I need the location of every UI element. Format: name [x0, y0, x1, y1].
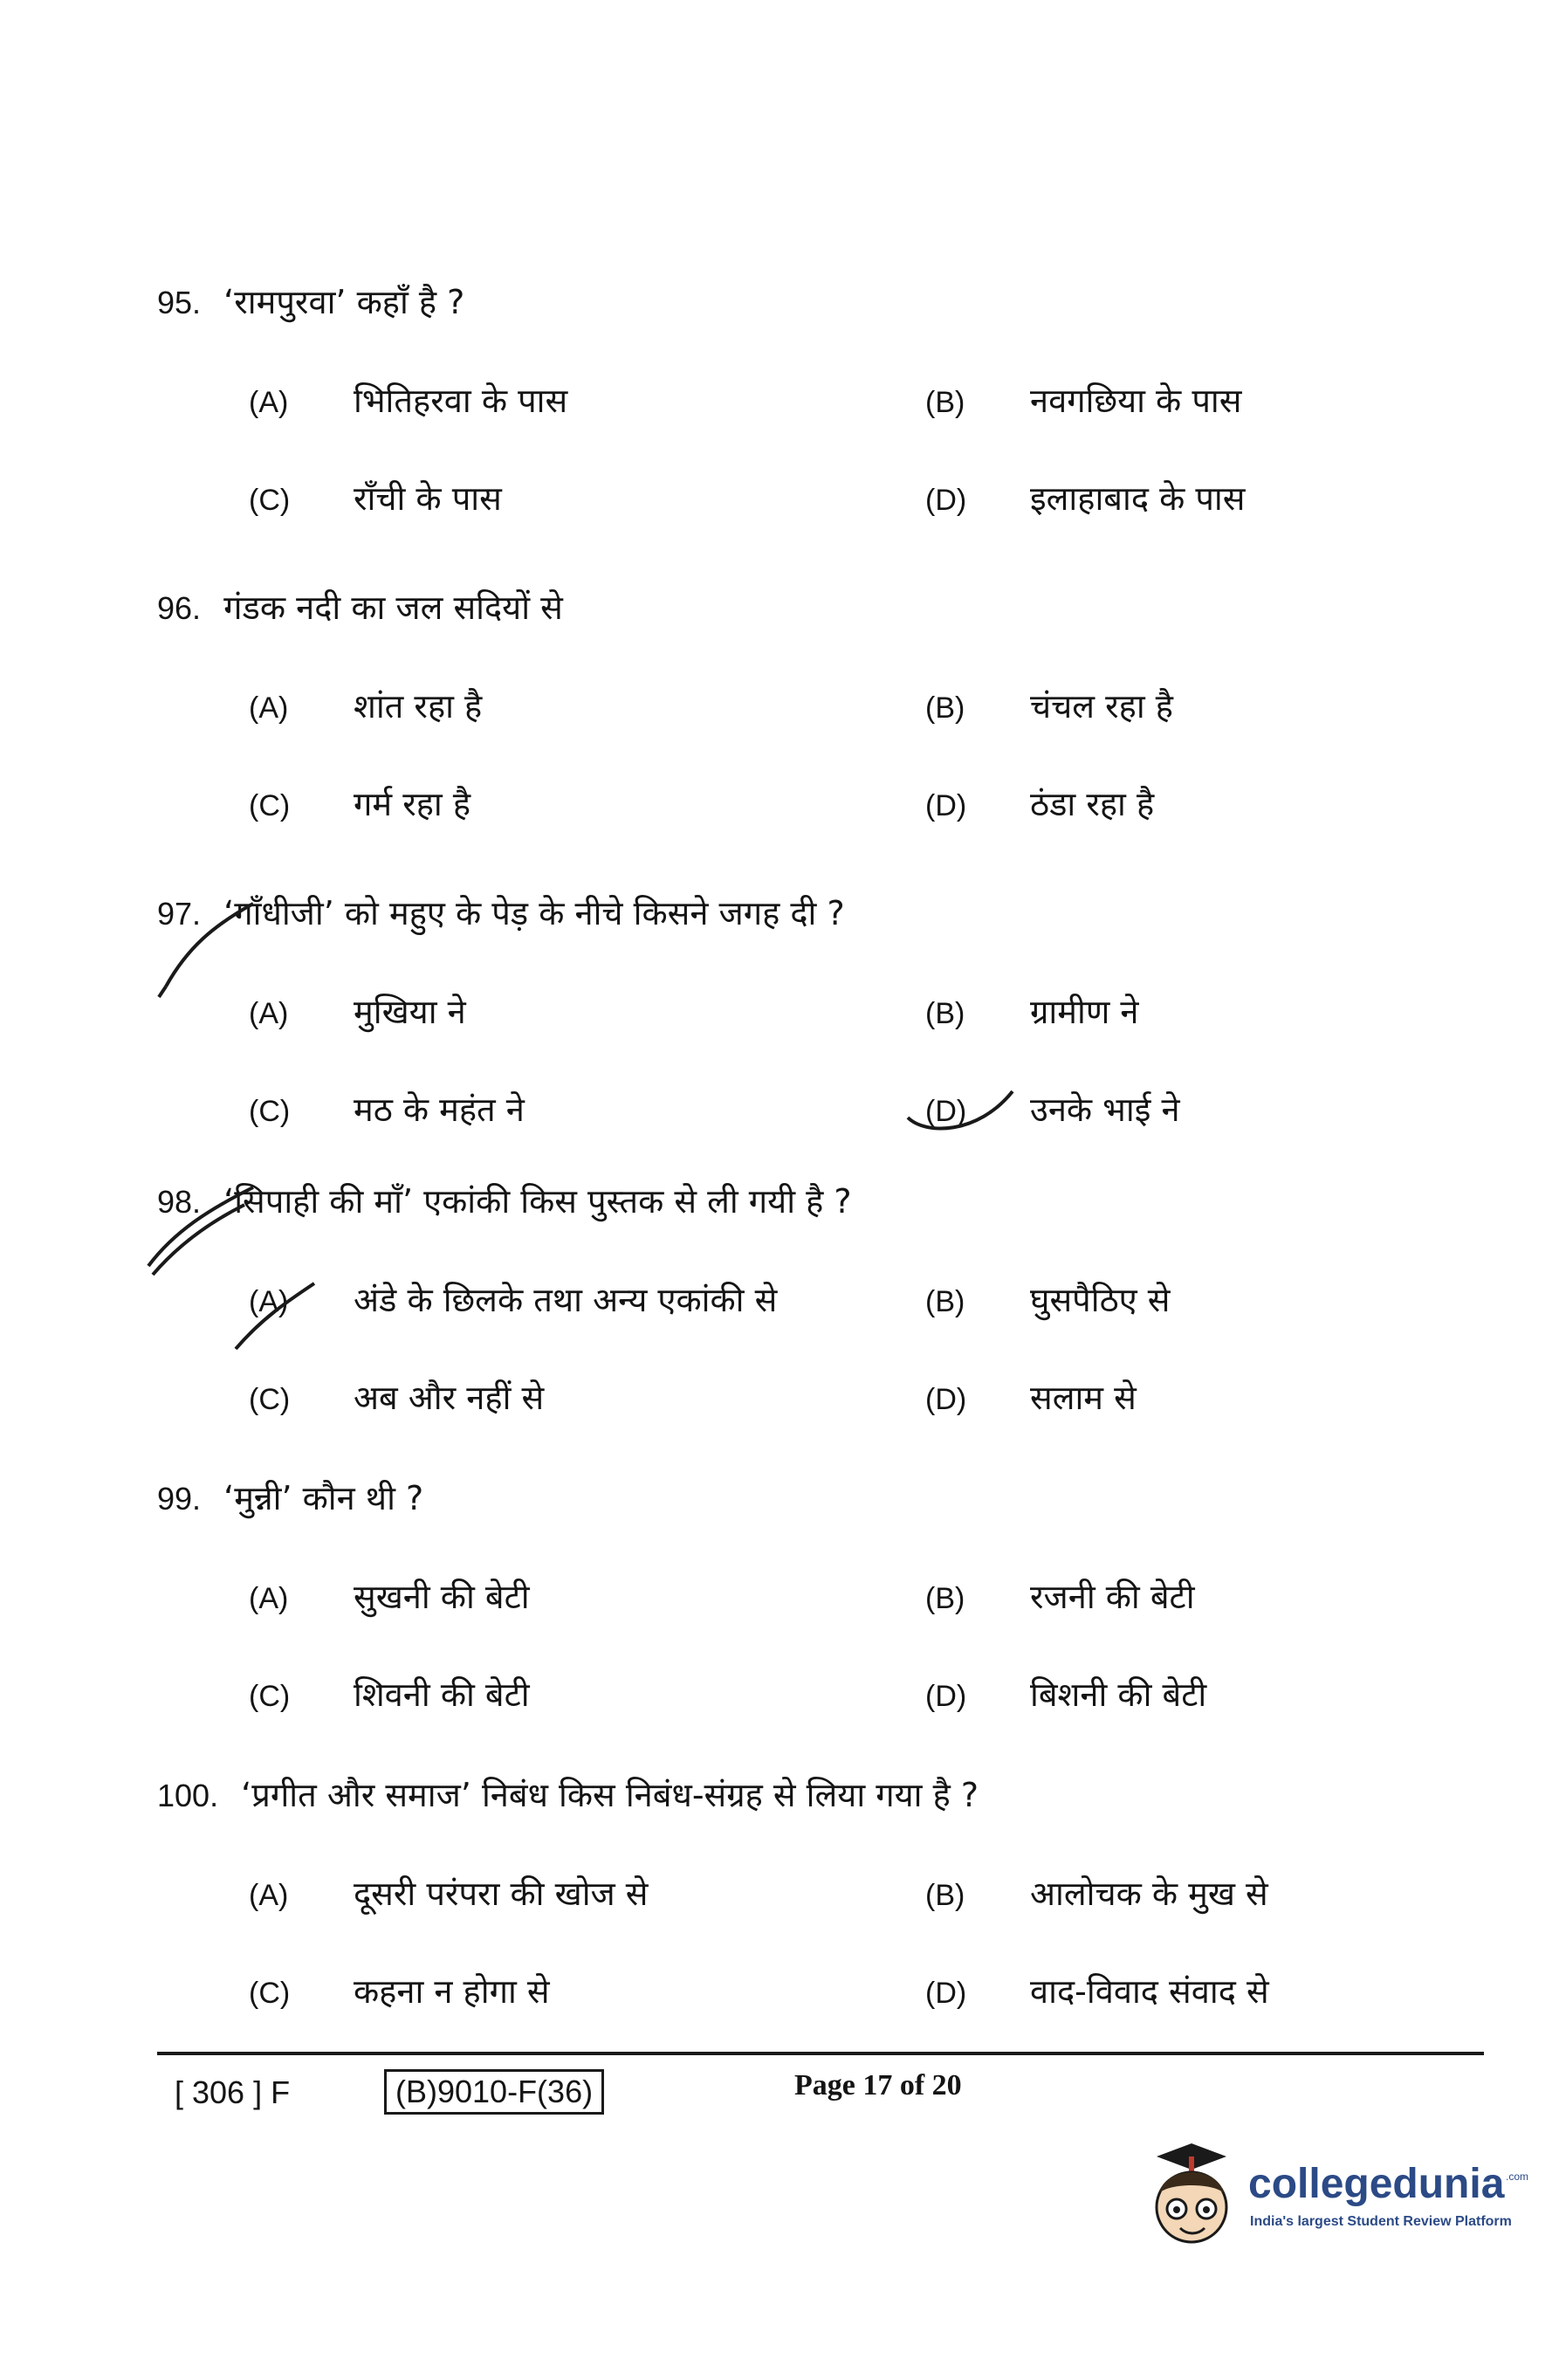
- option-letter: (C): [249, 1680, 291, 1713]
- question-stem: [157, 1772, 1449, 1819]
- option-text: रजनी की बेटी: [1030, 1578, 1195, 1616]
- page-footer: [157, 2052, 1484, 2130]
- option-letter: (C): [249, 1383, 291, 1416]
- option-b: [925, 378, 1241, 425]
- question-98: [157, 1179, 1449, 1473]
- question-stem: [157, 279, 1449, 326]
- option-row: [157, 378, 1449, 476]
- option-letter: (D): [925, 1383, 967, 1416]
- option-text: वाद-विवाद संवाद से: [1030, 1972, 1269, 2011]
- option-letter: (A): [249, 1582, 289, 1615]
- option-b: [925, 684, 1173, 731]
- option-row: [157, 1375, 1449, 1473]
- option-row: [157, 1087, 1449, 1185]
- logo-wordmark: collegedunia: [1248, 2161, 1505, 2207]
- option-text: शिवनी की बेटी: [354, 1675, 530, 1714]
- option-text: दूसरी परंपरा की खोज से: [354, 1874, 649, 1913]
- option-text: राँची के पास: [354, 479, 502, 518]
- question-text: ‘गाँधीजी’ को महुए के पेड़ के नीचे किसने जगह दी ?: [223, 894, 845, 932]
- question-97: [157, 891, 1449, 1185]
- option-letter: (D): [925, 1977, 967, 2010]
- question-text: ‘मुन्नी’ कौन थी ?: [223, 1479, 424, 1517]
- option-row: [157, 1871, 1449, 1969]
- option-text: मुखिया ने: [354, 993, 466, 1031]
- option-text: भितिहरवा के पास: [354, 382, 568, 420]
- option-d: [925, 781, 1154, 829]
- footer-booklet-code: [ 306 ] F: [175, 2074, 291, 2110]
- option-text: घुसपैठिए से: [1030, 1281, 1171, 1319]
- option-d: [925, 1969, 1269, 2016]
- question-number: 97.: [157, 896, 202, 932]
- question-number: 96.: [157, 590, 202, 626]
- option-a: [249, 1871, 649, 1918]
- question-number: 99.: [157, 1481, 202, 1517]
- option-a: [249, 989, 466, 1036]
- option-c: [249, 476, 502, 523]
- option-letter: (B): [925, 386, 965, 419]
- option-letter: (D): [925, 789, 967, 822]
- option-c: [249, 1672, 530, 1719]
- question-99: [157, 1475, 1449, 1770]
- question-text: ‘प्रगीत और समाज’ निबंध किस निबंध-संग्रह से लिया गया है ?: [241, 1776, 979, 1814]
- option-letter: (B): [925, 1285, 965, 1318]
- option-letter: (C): [249, 1095, 291, 1128]
- option-text: नवगछिया के पास: [1030, 382, 1242, 420]
- option-text: इलाहाबाद के पास: [1030, 479, 1246, 518]
- option-letter: (A): [249, 691, 289, 725]
- option-c: [249, 1375, 544, 1422]
- option-row: [157, 781, 1449, 879]
- option-c: [249, 1087, 525, 1134]
- option-row: [157, 684, 1449, 781]
- option-letter: (A): [249, 997, 289, 1030]
- question-text: ‘रामपुरवा’ कहाँ है ?: [223, 283, 465, 321]
- option-letter: (B): [925, 691, 965, 725]
- option-text: बिशनी की बेटी: [1030, 1675, 1207, 1714]
- option-b: [925, 1574, 1195, 1621]
- option-b: [925, 989, 1138, 1036]
- mascot-icon: [1143, 2139, 1240, 2261]
- option-letter: (C): [249, 484, 291, 517]
- option-a: [249, 684, 482, 731]
- option-text: कहना न होगा से: [354, 1972, 550, 2011]
- option-letter: (D): [925, 1095, 967, 1128]
- question-stem: [157, 1179, 1449, 1225]
- option-d: [925, 1375, 1137, 1422]
- option-text: ठंडा रहा है: [1030, 785, 1155, 823]
- page-number: Page 17 of 20: [794, 2069, 962, 2101]
- option-letter: (A): [249, 1285, 289, 1318]
- option-text: ग्रामीण ने: [1030, 993, 1139, 1031]
- option-d: [925, 1087, 1180, 1134]
- question-number: 98.: [157, 1184, 202, 1220]
- footer-paper-code: (B)9010-F(36): [384, 2069, 604, 2115]
- option-letter: (C): [249, 1977, 291, 2010]
- option-row: [157, 1574, 1449, 1672]
- logo-tagline: India's largest Student Review Platform: [1250, 2214, 1512, 2229]
- question-number: 100.: [157, 1778, 219, 1813]
- option-letter: (B): [925, 1879, 965, 1912]
- option-letter: (C): [249, 789, 291, 822]
- option-text: शांत रहा है: [354, 687, 483, 726]
- question-stem: [157, 1475, 1449, 1522]
- footer-rule: [157, 2052, 1484, 2055]
- question-100: [157, 1772, 1449, 2067]
- option-d: [925, 1672, 1206, 1719]
- option-text: गर्म रहा है: [354, 785, 471, 823]
- question-96: [157, 585, 1449, 879]
- option-row: [157, 1277, 1449, 1375]
- option-text: आलोचक के मुख से: [1030, 1874, 1268, 1913]
- option-a: [249, 1277, 777, 1324]
- option-letter: (D): [925, 484, 967, 517]
- option-text: मठ के महंत ने: [354, 1090, 525, 1129]
- logo-domain-suffix: .com: [1506, 2170, 1529, 2183]
- option-letter: (D): [925, 1680, 967, 1713]
- option-letter: (A): [249, 1879, 289, 1912]
- option-text: अब और नहीं से: [354, 1379, 545, 1417]
- option-c: [249, 781, 470, 829]
- option-d: [925, 476, 1245, 523]
- question-text: ‘सिपाही की माँ’ एकांकी किस पुस्तक से ली गयी है ?: [223, 1182, 852, 1221]
- option-text: उनके भाई ने: [1030, 1090, 1180, 1129]
- option-a: [249, 1574, 530, 1621]
- option-c: [249, 1969, 550, 2016]
- option-text: अंडे के छिलके तथा अन्य एकांकी से: [354, 1281, 778, 1319]
- question-text: गंडक नदी का जल सदियों से: [223, 588, 563, 627]
- option-text: चंचल रहा है: [1030, 687, 1173, 726]
- question-stem: [157, 891, 1449, 937]
- question-95: [157, 279, 1449, 574]
- option-text: सुखनी की बेटी: [354, 1578, 530, 1616]
- option-letter: (A): [249, 386, 289, 419]
- option-b: [925, 1277, 1170, 1324]
- question-stem: [157, 585, 1449, 631]
- option-letter: (B): [925, 997, 965, 1030]
- option-letter: (B): [925, 1582, 965, 1615]
- option-text: सलाम से: [1030, 1379, 1137, 1417]
- option-row: [157, 989, 1449, 1087]
- collegedunia-logo: [1143, 2139, 1528, 2261]
- question-number: 95.: [157, 285, 202, 320]
- option-row: [157, 476, 1449, 574]
- option-row: [157, 1672, 1449, 1770]
- option-b: [925, 1871, 1268, 1918]
- option-a: [249, 378, 567, 425]
